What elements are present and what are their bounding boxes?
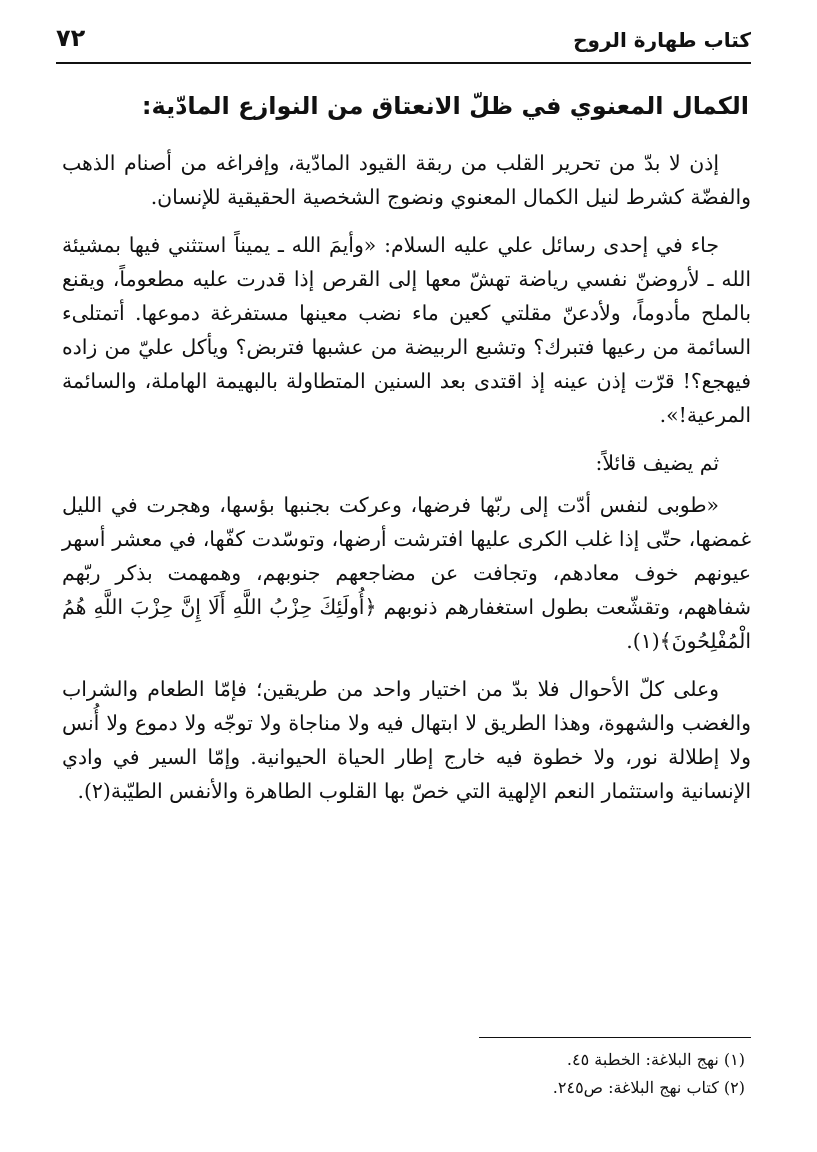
page-number: ٧٢ [56,24,86,52]
footnote: (٢) كتاب نهج البلاغة: ص٢٤٥. [552,1078,745,1097]
paragraph: «طوبى لنفس أدّت إلى ربّها فرضها، وعركت بجنبها بؤسها، وهجرت في الليل غمضها، حتّى إذا غلب الكرى عليها افترشت أرضها، وتوسّدت كفّها، في معشر أسهر عيونهم خوف معادهم، وتجافت عن مضاجعهم جنوبهم، وهمهمت بذكر ربّهم شفاههم، وتقشّعت بطول استغفارهم ذنوبهم ﴿أُولَئِكَ حِزْبُ اللَّهِ أَلَا إِنَّ حِزْبَ اللَّهِ هُمُ الْمُفْلِحُونَ﴾(١). [62,493,751,653]
footnotes [325,1046,745,1102]
paragraph: جاء في إحدى رسائل علي عليه السلام: «وأيمَ الله ـ يميناً استثني فيها بمشيئة الله ـ لأروضنّ نفسي رياضة تهشّ معها إلى القرص إذا قدرت عليه مطعوماً، ويقنع بالملح مأدوماً، ولأدعنّ مقلتي كعين ماء نضب معينها مستفرغة دموعها. أتمتلىء السائمة من رعيها فتبرك؟ وتشبع الربيضة من عشبها فتربض؟ ويأكل عليّ من زاده فيهجع؟! قرّت إذن عينه إذ اقتدى بعد السنين المتطاولة بالبهيمة الهاملة، والسائمة المرعية!». [62,233,751,427]
paragraph: إذن لا بدّ من تحرير القلب من ربقة القيود المادّية، وإفراغه من أصنام الذهب والفضّة كشرط لنيل الكمال المعنوي ونضوج الشخصية الحقيقية للإنسان. [62,151,751,209]
running-header [56,22,751,64]
paragraph: ثم يضيف قائلاً: [595,451,719,475]
footnote: (١) نهج البلاغة: الخطبة ٤٥. [566,1050,745,1069]
footnote-divider [479,1037,751,1038]
section-heading: الكمال المعنوي في ظلّ الانعتاق من النوازع المادّية: [141,92,749,120]
paragraph: وعلى كلّ الأحوال فلا بدّ من اختيار واحد من طريقين؛ فإمّا الطعام والشراب والغضب والشهوة، وهذا الطريق لا ابتهال فيه ولا مناجاة ولا توجّه ولا دموع ولا أُنس ولا إطلالة نور، ولا خطوة فيه خارج إطار الحياة الحيوانية. وإمّا السير في وادي الإنسانية واستثمار النعم الإلهية التي خصّ بها القلوب الطاهرة والأنفس الطيّبة(٢). [62,677,751,803]
book-title: كتاب طهارة الروح [573,28,751,52]
body-text [62,146,751,822]
